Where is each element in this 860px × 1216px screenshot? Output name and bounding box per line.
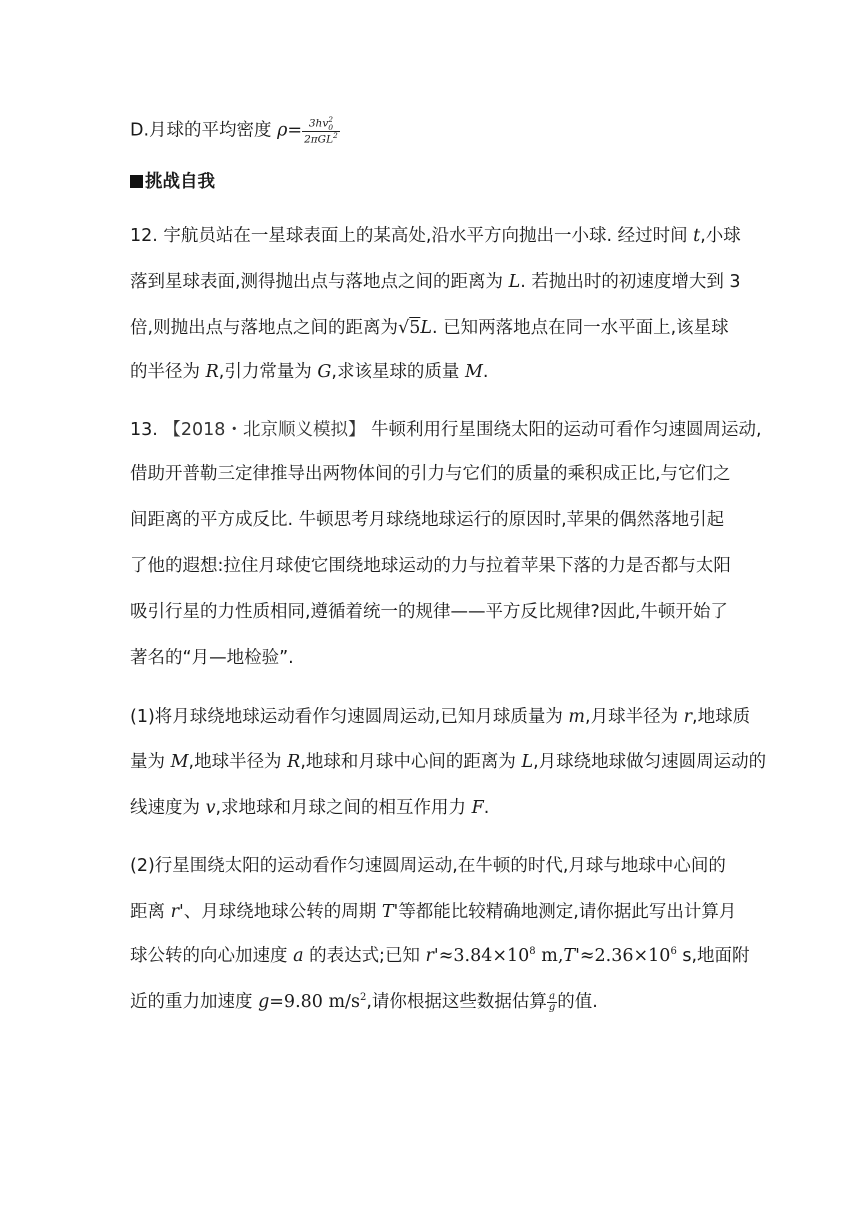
q13-number: 13. [130, 420, 164, 440]
density-denominator: 2πGL$^2$ [304, 131, 338, 146]
section-title: 挑战自我 [145, 172, 215, 192]
q13-part1-line-1: (1)将月球绕地球运动看作匀速圆周运动,已知月球质量为 m,月球半径为 r,地球质 [130, 707, 751, 727]
equals-sign: = [287, 120, 303, 141]
q13-line-5: 吸引行星的力性质相同,遵循着统一的规律——平方反比规律?因此,牛顿开始了 [130, 602, 728, 622]
option-d [130, 116, 340, 145]
q13-line-1: 13. 【2018・北京顺义模拟】 牛顿利用行星围绕太阳的运动可看作匀速圆周运动, [130, 420, 762, 440]
option-d-text: 月球的平均密度 [149, 120, 272, 141]
q13-part1-line-2: 量为 M,地球半径为 R,地球和月球中心间的距离为 L,月球绕地球做匀速圆周运动的 [130, 752, 767, 772]
q13-part1-line-3: 线速度为 v,求地球和月球之间的相互作用力 F. [130, 798, 490, 818]
square-bullet-icon [130, 175, 143, 188]
density-numerator: 3hv 2 0 [302, 116, 340, 132]
section-heading [130, 170, 215, 194]
rho-symbol: ρ [277, 120, 288, 141]
q12-line-3: 倍,则抛出点与落地点之间的距离为√5L. 已知两落地点在同一水平面上,该星球 [130, 318, 729, 338]
sqrt-five: √5 [398, 318, 421, 338]
q13-part2-line-2: 距离 r'、月球绕地球公转的周期 T'等都能比较精确地测定,请你据此写出计算月 [130, 902, 737, 922]
q13-source: 【2018・北京顺义模拟】 [163, 420, 366, 440]
option-d-label: D. [130, 120, 150, 141]
q13-line-3: 间距离的平方成反比. 牛顿思考月球绕地球运行的原因时,苹果的偶然落地引起 [130, 510, 725, 530]
q12-line-1: 12. 宇航员站在一星球表面上的某高处,沿水平方向抛出一小球. 经过时间 t,小球 [130, 226, 741, 246]
q12-line-4: 的半径为 R,引力常量为 G,求该星球的质量 M. [130, 362, 489, 382]
q13-line-4: 了他的遐想:拉住月球使它围绕地球运动的力与拉着苹果下落的力是否都与太阳 [130, 556, 731, 576]
q12-line-2: 落到星球表面,测得抛出点与落地点之间的距离为 L. 若抛出时的初速度增大到 3 [130, 272, 741, 292]
q13-part2-line-3: 球公转的向心加速度 a 的表达式;已知 $r'\approx 3.84\times 10^8$ $m,T'\approx 2.36\times 10^6$ s,地面附 [130, 946, 750, 966]
q13-part2-line-4: 近的重力加速度 g=9.80 $m/s^2$,请你根据这些数据估算 $\frac{a}{g}$ 的值. [130, 990, 598, 1013]
q13-line-2: 借助开普勒三定律推导出两物体间的引力与它们的质量的乘积成正比,与它们之 [130, 464, 731, 484]
density-fraction [302, 116, 340, 145]
q13-part2-line-1: (2)行星围绕太阳的运动看作匀速圆周运动,在牛顿的时代,月球与地球中心间的 [130, 856, 726, 876]
q13-line-6: 著名的“月—地检验”. [130, 648, 294, 668]
a-over-g-fraction: $\frac{a}{g}$ [548, 990, 556, 1013]
